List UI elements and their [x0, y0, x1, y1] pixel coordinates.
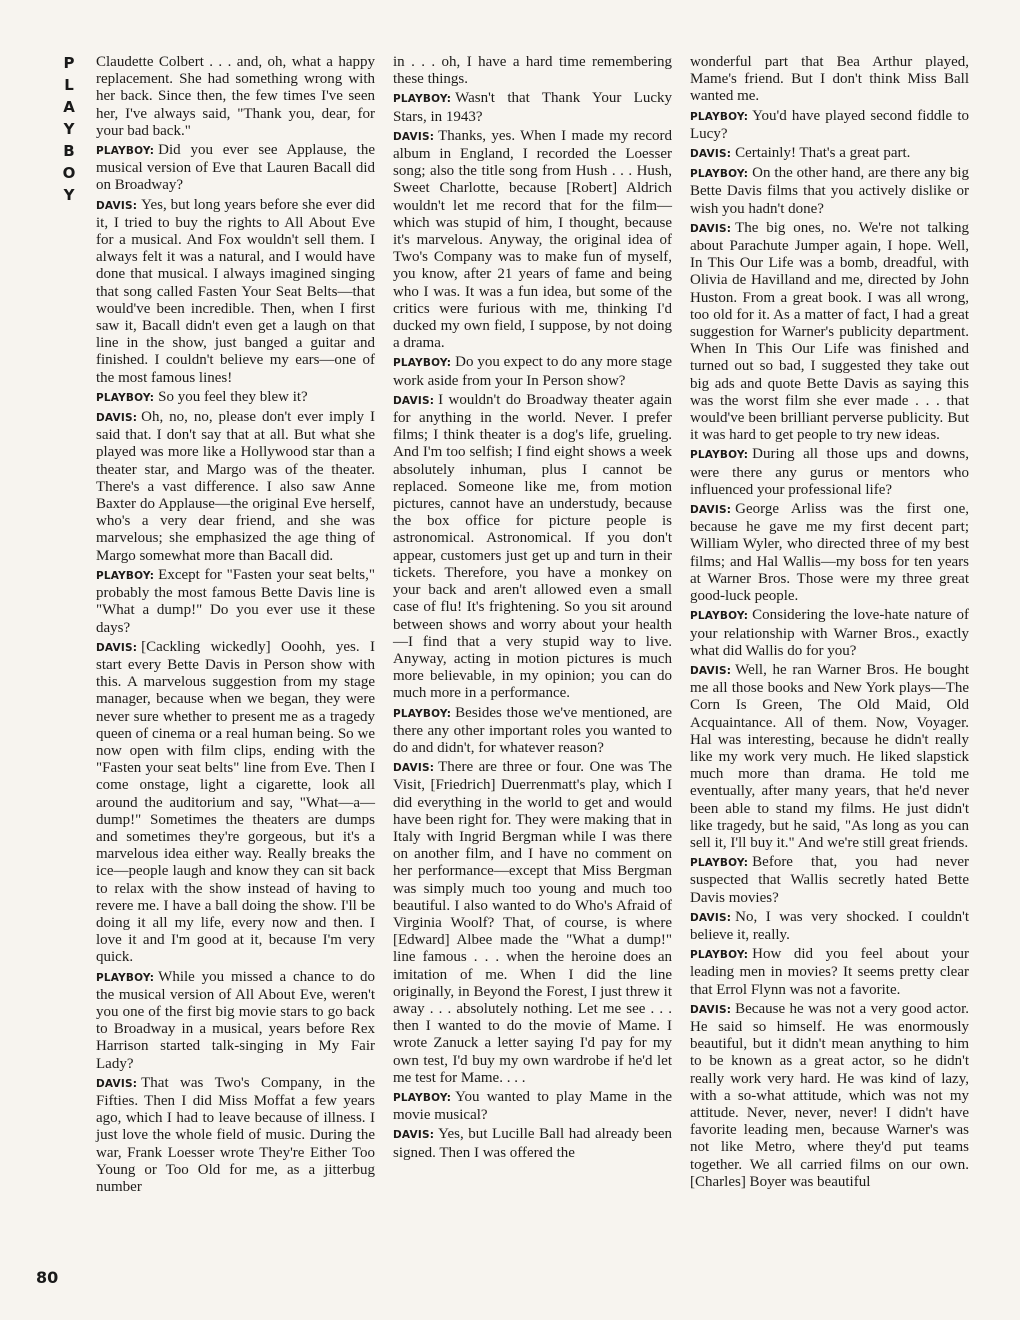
paragraph — [393, 759, 672, 1087]
speaker-label: DAVIS: — [96, 641, 138, 654]
text-column-1 — [96, 54, 375, 1198]
paragraph — [96, 639, 375, 967]
paragraph — [690, 220, 969, 445]
speaker-label: DAVIS: — [690, 148, 732, 161]
paragraph — [690, 501, 969, 605]
speaker-label: PLAYBOY: — [690, 610, 749, 623]
paragraph — [690, 946, 969, 999]
title-letter: Y — [63, 186, 75, 204]
text-column-2 — [393, 54, 672, 1164]
paragraph-text: The big ones, no. We're not talking about Parachute Jumper again, I hope. Well, In This Our Life was a bomb, dreadful, with Olivia de Havilland and me, directed by John Huston. From a great book. I was all wrong, too old for it. As a matter of fact, I had a great suggestion for Warner's publicity department. When In This Our Life was finished and turned out so bad, I suggested they take out big ads and quote Bette Davis as saying this was the worst film she ever made . . . that would've been brilliant perverse publicity. But it was hard to get people to try new ideas. — [690, 219, 969, 444]
speaker-label: PLAYBOY: — [690, 110, 749, 123]
paragraph-text: Because he was not a very good actor. He said so himself. He was enormously beautiful, but it didn't mean anything to him to be known as a great actor, so he didn't really work very hard. He was kind of lazy, with a so-what attitude, which was not my attitude. Never, never, never! I didn't have favorite leading men, because Warner's was not like Metro, where they'd put teams together. We all carried films on our own. [Charles] Boyer was beautiful — [690, 1000, 969, 1190]
paragraph-text: During all those ups and downs, were there any gurus or mentors who influenced your professional life? — [690, 446, 969, 498]
paragraph — [690, 854, 969, 907]
paragraph-text: in . . . oh, I have a hard time remembering these things. — [393, 54, 672, 88]
title-letter: Y — [63, 120, 75, 138]
paragraph-text: Yes, but Lucille Ball had already been signed. Then I was offered the — [393, 1126, 672, 1161]
speaker-label: PLAYBOY: — [393, 1091, 452, 1104]
paragraph — [393, 54, 672, 88]
paragraph — [690, 909, 969, 944]
paragraph-text: Did you ever see Applause, the musical version of Eve that Lauren Bacall did on Broadway? — [96, 142, 375, 194]
paragraph — [96, 409, 375, 565]
paragraph — [393, 392, 672, 703]
text-column-3 — [690, 54, 969, 1193]
paragraph-text: George Arliss was the first one, because he gave me my first decent part; William Wyler, who directed three of my best films; and Hal Wallis—my boss for ten years at Warner Bros. Those were my three great good-luck people. — [690, 501, 969, 605]
paragraph-text: You wanted to play Mame in the movie musical? — [393, 1088, 672, 1124]
speaker-label: DAVIS: — [690, 1003, 732, 1016]
speaker-label: PLAYBOY: — [96, 145, 155, 158]
speaker-label: DAVIS: — [96, 412, 138, 425]
paragraph — [690, 607, 969, 660]
paragraph-text: Thanks, yes. When I made my record album in England, I recorded the Loesser song; also the title song from Hush . . . Hush, Sweet Charlotte, because [Robert] Aldrich wouldn't let me record that for the film—which was stupid of him, I thought, because it's marvelous. Anyway, the original idea of Two's Company was to make fun of myself, you know, after 21 years of fame and being who I was. It was a fun idea, but some of the critics were furious with me, thinking I'd ducked my own field, I suppose, by not doing a drama. — [393, 127, 672, 352]
paragraph-text: That was Two's Company, in the Fifties. Then I did Miss Moffat a few years ago, which I had to leave because of illness. I just love the whole field of music. During the war, Frank Loesser wrote They're Either Too Young or Too Old for me, as a jitterbug number — [96, 1074, 375, 1195]
paragraph-text: How did you feel about your leading men in movies? It seems pretty clear that Errol Flynn was not a favorite. — [690, 946, 969, 998]
speaker-label: DAVIS: — [393, 762, 435, 775]
speaker-label: DAVIS: — [393, 1129, 435, 1142]
paragraph — [393, 1126, 672, 1161]
paragraph — [96, 197, 375, 387]
magazine-vertical-title — [54, 52, 84, 206]
paragraph — [393, 128, 672, 353]
speaker-label: PLAYBOY: — [96, 569, 155, 582]
paragraph-text: Do you expect to do any more stage work aside from your In Person show? — [393, 354, 672, 389]
paragraph — [690, 1001, 969, 1191]
speaker-label: DAVIS: — [690, 664, 732, 677]
paragraph-text: Claudette Colbert . . . and, oh, what a happy replacement. She had something wrong with her back. Since then, the few times I've seen her, I've always said, "Thank you, dear, for your bad back." — [96, 54, 375, 139]
speaker-label: DAVIS: — [393, 130, 435, 143]
paragraph — [96, 969, 375, 1073]
paragraph — [393, 1089, 672, 1124]
paragraph-text: No, I was very shocked. I couldn't believe it, really. — [690, 908, 969, 943]
paragraph-text: So you feel they blew it? — [158, 388, 308, 405]
paragraph — [96, 142, 375, 195]
speaker-label: PLAYBOY: — [690, 168, 749, 181]
paragraph — [393, 705, 672, 758]
paragraph-text: Except for "Fasten your seat belts," probably the most famous Bette Davis line is "What a dump!" Do you ever use it these days? — [96, 566, 375, 636]
paragraph-text: I wouldn't do Broadway theater again for anything in the world. Never. I prefer films; I think theater is a dog's life, grueling. And I'm too selfish; I find eight shows a week absolutely inhuman, plus I cannot be replaced. Someone like me, from motion pictures, cannot have an understudy, because the box office for picture people is astronomical. Astronomical. If you don't appear, customers just get up and turn in their tickets. Therefore, you have a monkey on your back and aren't allowed even a small case of flu! It's frightening. So you sit around between shows and worry about your health—I find that a very stupid way to live. Anyway, acting in motion pictures is much more believable, in my opinion; you can do much more in a performance. — [393, 391, 672, 702]
paragraph — [96, 567, 375, 637]
title-letter: A — [63, 98, 75, 116]
speaker-label: PLAYBOY: — [393, 93, 452, 106]
title-letter: B — [63, 142, 75, 160]
paragraph — [690, 145, 969, 163]
paragraph — [96, 389, 375, 407]
paragraph-text: Considering the love-hate nature of your relationship with Warner Bros., exactly what did Wallis do for you? — [690, 607, 969, 659]
speaker-label: DAVIS: — [690, 911, 732, 924]
speaker-label: PLAYBOY: — [690, 857, 749, 870]
paragraph-text: Oh, no, no, please don't ever imply I said that. I don't say that at all. But what she played was more like a Hollywood star than a theater star, and Margo was of the theater. There's a vast difference. I also saw Anne Baxter do Applause—the original Eve herself, who's a very dear friend, and she was marvelous; she emphasized the age thing of Margo somewhat more than Bacall did. — [96, 409, 375, 564]
paragraph-text: wonderful part that Bea Arthur played, Mame's friend. But I don't think Miss Ball wanted me. — [690, 54, 969, 105]
paragraph-text: Before that, you had never suspected that Wallis secretly hated Bette Davis movies? — [690, 854, 969, 906]
paragraph-text: [Cackling wickedly] Ooohh, yes. I start every Bette Davis in Person show with this. A marvelous suggestion from my stage manager, because when we began, they were never sure whether to present me as a tragedy queen of cinema or a real human being. So we now open with film clips, ending with the "Fasten your seat belts" line from Eve. Then I come onstage, light a cigarette, look all around the auditorium and say, "What—a—dump!" Sometimes the theaters are dumps and sometimes they're gorgeous, but it's a marvelous idea either way. Really breaks the ice—people laugh and know they can sit back to relax with the show instead of having to revere me. I have a ball doing the show. I'll be doing it all my life, every now and then. I love it and I'm good at it, because I'm very quick. — [96, 638, 375, 966]
paragraph — [690, 446, 969, 499]
speaker-label: DAVIS: — [393, 394, 435, 407]
title-letter: O — [62, 164, 76, 182]
title-letter: P — [63, 54, 75, 72]
paragraph-text: Yes, but long years before she ever did it, I tried to buy the rights to All About Eve for a musical. And Fox wouldn't sell them. I always felt it was a natural, and I would have done that musical. I always imagined singing that song called Fasten Your Seat Belts—that would've been incredible. Then, when I first saw it, Bacall didn't even get a laugh on that line in the show, just banged a guitar and finished. I couldn't believe my ears—one of the most famous lines! — [96, 196, 375, 386]
speaker-label: PLAYBOY: — [690, 449, 749, 462]
speaker-label: DAVIS: — [690, 222, 732, 235]
paragraph — [690, 662, 969, 852]
paragraph — [96, 1075, 375, 1196]
speaker-label: PLAYBOY: — [690, 949, 749, 962]
speaker-label: DAVIS: — [690, 504, 732, 517]
speaker-label: DAVIS: — [96, 1077, 138, 1090]
speaker-label: PLAYBOY: — [96, 391, 155, 404]
page-number: 80 — [36, 1268, 59, 1287]
paragraph-text: Wasn't that Thank Your Lucky Stars, in 1943? — [393, 90, 672, 125]
speaker-label: PLAYBOY: — [393, 707, 452, 720]
paragraph-text: Well, he ran Warner Bros. He bought me all those books and New York plays—The Corn Is Green, The Old Maid, Old Acquaintance. All of them. Now, Voyager. Hal was interesting, because he didn't really like my work very much. He liked slapstick much more than drama. He told me eventually, after many years, that he'd never been able to stand my films. He just didn't like tragedy, but he said, "As long as you can sell it, I'll buy it." And we're still great friends. — [690, 661, 969, 851]
paragraph-text: You'd have played second fiddle to Lucy? — [690, 107, 969, 142]
paragraph-text: On the other hand, are there any big Bette Davis films that you actively dislike or wish you hadn't done? — [690, 165, 969, 217]
paragraph-text: While you missed a chance to do the musical version of All About Eve, weren't you one of the first big movie stars to go back to Broadway in a musical, years before Rex Harrison started talk-singing in My Fair Lady? — [96, 968, 375, 1072]
paragraph-text: Certainly! That's a great part. — [735, 145, 911, 162]
speaker-label: PLAYBOY: — [393, 357, 452, 370]
paragraph — [690, 165, 969, 218]
paragraph-text: There are three or four. One was The Visit, [Friedrich] Duerrenmatt's play, which I did everything in the world to get and would have been right for. They were making that in Italy with Ingrid Bergman while I was there on another film, and I have no comment on her performance—except that Miss Bergman was simply much too young and much too beautiful. I also wanted to do Who's Afraid of Virginia Woolf? That, of course, is where [Edward] Albee made the "What a dump!" line famous . . . when the heroine does an imitation of me. When I did the line originally, in Beyond the Forest, I just threw it away . . . absolutely nothing. Let me see . . . then I wanted to do the movie of Mame. I wrote Zanuck a letter saying I'd pay for my own test, I'd buy my own wardrobe if he'd let me test for Mame. . . . — [393, 759, 672, 1086]
paragraph — [690, 108, 969, 143]
speaker-label: DAVIS: — [96, 199, 138, 212]
paragraph — [690, 54, 969, 106]
paragraph-text: Besides those we've mentioned, are there any other important roles you wanted to do and didn't, for whatever reason? — [393, 704, 672, 756]
speaker-label: PLAYBOY: — [96, 971, 155, 984]
paragraph — [96, 54, 375, 140]
title-letter: L — [64, 76, 74, 94]
paragraph — [393, 90, 672, 125]
paragraph — [393, 354, 672, 389]
